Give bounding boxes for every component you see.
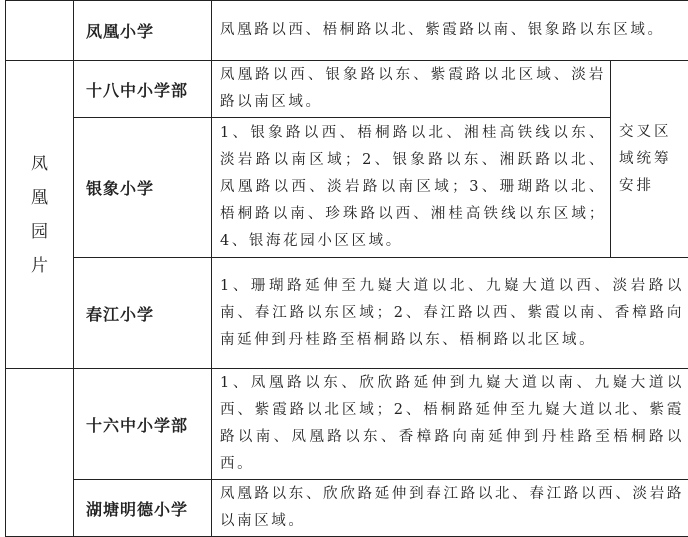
table-row xyxy=(6,61,688,118)
table-row xyxy=(6,258,688,369)
school-zone-description: 凤凰路以东、欣欣路延伸到春江路以北、春江路以西、淡岩路以南区域。 xyxy=(212,480,688,537)
school-zone-description: 1、珊瑚路延伸至九嶷大道以北、九嶷大道以西、淡岩路以南、春江路以东区域；2、春江路以西、紫霞以南、香樟路向南延伸到丹桂路至梧桐路以东、梧桐路以北区域。 xyxy=(212,258,688,369)
school-zone-description: 凤凰路以西、梧桐路以北、紫霞路以南、银象路以东区域。 xyxy=(212,1,688,61)
cross-area-note: 交叉区域统筹安排 xyxy=(611,61,688,258)
school-zone-description: 1、银象路以西、梧桐路以北、湘桂高铁线以东、淡岩路以南区域；2、银象路以东、湘跃路以北、凤凰路以西、淡岩路以南区域；3、珊瑚路以北、梧桐路以南、珍珠路以西、湘桂高铁线以东区域；4、银海花园小区区域。 xyxy=(212,118,611,258)
school-zone-description: 1、凤凰路以东、欣欣路延伸到九嶷大道以南、九嶷大道以西、紫霞路以北区域；2、梧桐路延伸至九嶷大道以北、紫霞路以南、凤凰路以东、香樟路向南延伸到丹桂路至梧桐路以西。 xyxy=(212,369,688,480)
school-name: 湖塘明德小学 xyxy=(74,480,212,537)
school-name: 十六中小学部 xyxy=(74,369,212,480)
area-cell-fenghuang xyxy=(6,61,74,369)
school-zone-description: 凤凰路以西、银象路以东、紫霞路以北区域、淡岩路以南区域。 xyxy=(212,61,611,118)
school-name: 春江小学 xyxy=(74,258,212,369)
zoning-table-wrapper xyxy=(5,0,688,537)
table-row xyxy=(6,118,688,258)
school-name: 十八中小学部 xyxy=(74,61,212,118)
school-name: 凤凰小学 xyxy=(74,1,212,61)
area-name: 凤凰园片 xyxy=(30,147,49,283)
table-row xyxy=(6,369,688,480)
area-cell-blank-bottom xyxy=(6,369,74,537)
area-cell-blank-top xyxy=(6,1,74,61)
table-row xyxy=(6,480,688,537)
school-zoning-table xyxy=(5,0,688,537)
school-name: 银象小学 xyxy=(74,118,212,258)
table-row xyxy=(6,1,688,61)
